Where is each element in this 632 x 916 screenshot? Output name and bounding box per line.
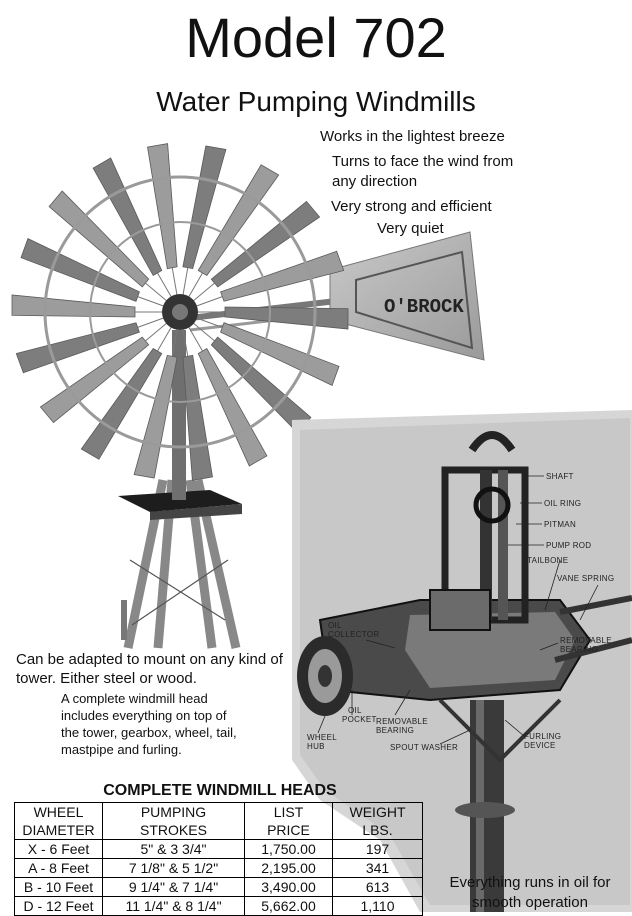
table-title: COMPLETE WINDMILL HEADS <box>103 782 337 799</box>
table-cell: A - 8 Feet <box>15 859 103 878</box>
table-cell: 197 <box>333 840 423 859</box>
label-wheel-hub-1: WHEEL <box>307 733 337 742</box>
feature-quiet: Very quiet <box>377 220 444 237</box>
page-subtitle: Water Pumping Windmills <box>156 86 476 117</box>
label-removable-bearing-2: BEARING <box>376 726 415 735</box>
feature-lightest-breeze: Works in the lightest breeze <box>320 128 505 145</box>
header-cell: PRICE <box>245 821 333 840</box>
windmill-heads-table <box>14 802 423 916</box>
header-cell: WHEEL <box>15 803 103 822</box>
table-cell: 1,110 <box>333 897 423 916</box>
label-oil-ring: OIL RING <box>544 499 582 508</box>
table-cell: X - 6 Feet <box>15 840 103 859</box>
table-cell: 9 1/4" & 7 1/4" <box>103 878 245 897</box>
header-cell: WEIGHT <box>333 803 423 822</box>
wheel-blade <box>12 295 135 317</box>
table-row <box>15 878 423 897</box>
label-vane-spring: VANE SPRING <box>557 574 615 583</box>
table-cell: 5,662.00 <box>245 897 333 916</box>
label-furling-device-1: FURLING <box>524 732 562 741</box>
table-header-row <box>15 821 423 840</box>
wheel-blade <box>21 239 139 302</box>
label-oil-collector-1: OIL <box>328 621 342 630</box>
label-removable-bearing-right-2: BEARING <box>560 645 599 654</box>
label-tailbone: TAILBONE <box>527 556 569 565</box>
label-oil-pocket-2: POCKET <box>342 715 377 724</box>
wheel-blade <box>225 307 348 329</box>
table-cell: D - 12 Feet <box>15 897 103 916</box>
table-cell: 2,195.00 <box>245 859 333 878</box>
label-oil-collector-2: COLLECTOR <box>328 630 380 639</box>
table-cell: 5" & 3 3/4" <box>103 840 245 859</box>
table-cell: 11 1/4" & 8 1/4" <box>103 897 245 916</box>
table-cell: 1,750.00 <box>245 840 333 859</box>
feature-face-wind: Turns to face the wind from any direction <box>332 153 514 190</box>
table-row <box>15 840 423 859</box>
header-cell: PUMPING <box>103 803 245 822</box>
table-cell: 7 1/8" & 5 1/2" <box>103 859 245 878</box>
label-wheel-hub-2: HUB <box>307 742 325 751</box>
page-title: Model 702 <box>185 6 447 69</box>
header-cell: LIST <box>245 803 333 822</box>
oil-note: Everything runs in oil for smooth operation <box>449 874 611 911</box>
includes-text: A complete windmill head includes everything on top of the tower, gearbox, wheel, tail, mastpipe and furling. <box>61 691 237 757</box>
label-pump-rod: PUMP ROD <box>546 541 592 550</box>
label-oil-pocket-1: OIL <box>348 706 362 715</box>
table-row <box>15 859 423 878</box>
header-cell: LBS. <box>333 821 423 840</box>
header-cell: DIAMETER <box>15 821 103 840</box>
wheel-blade <box>221 323 339 386</box>
label-furling-device-2: DEVICE <box>524 741 556 750</box>
label-shaft: SHAFT <box>546 472 574 481</box>
label-removable-bearing-right-1: REMOVABLE <box>560 636 612 645</box>
table-cell: B - 10 Feet <box>15 878 103 897</box>
label-spout-washer: SPOUT WASHER <box>390 743 459 752</box>
table-header-row <box>15 803 423 822</box>
table-row <box>15 897 423 916</box>
label-removable-bearing-1: REMOVABLE <box>376 717 428 726</box>
table-cell: 341 <box>333 859 423 878</box>
table-cell: 613 <box>333 878 423 897</box>
tower-adapt-text: Can be adapted to mount on any kind of tower. Either steel or wood. <box>16 651 283 687</box>
label-pitman: PITMAN <box>544 520 577 529</box>
feature-strong: Very strong and efficient <box>331 198 492 215</box>
header-cell: STROKES <box>103 821 245 840</box>
tail-vane-text: O'BROCK <box>384 296 464 318</box>
table-cell: 3,490.00 <box>245 878 333 897</box>
